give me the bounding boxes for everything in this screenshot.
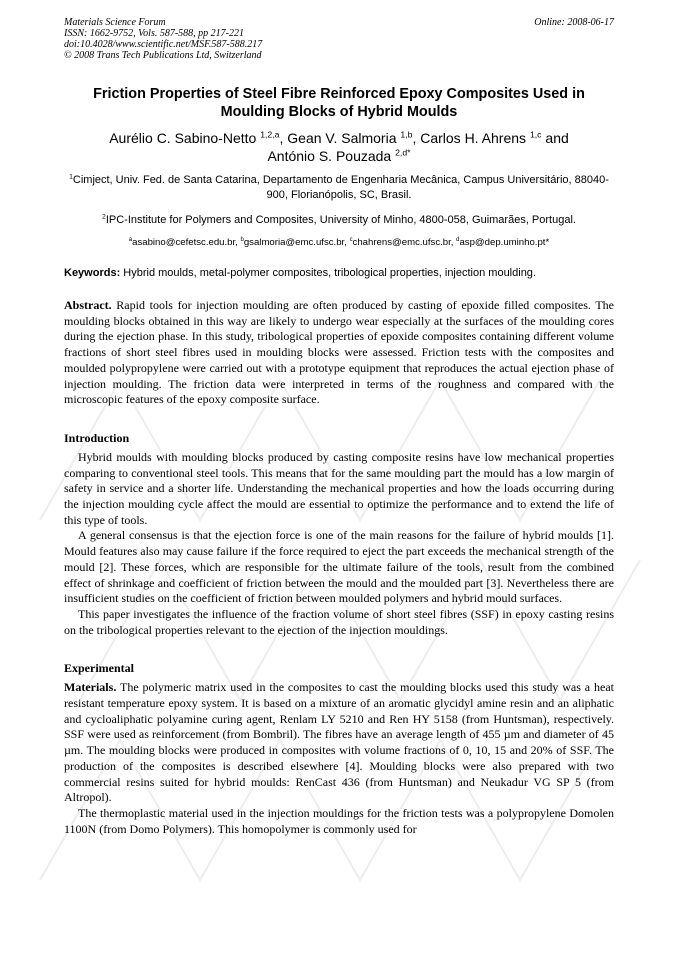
abstract [64,298,614,408]
email-link[interactable]: asp@dep.uminho.pt* [459,237,550,248]
paragraph-materials: Materials. The polymeric matrix used in the composites to cast the moulding blocks used this study was a heat resistant temperature epoxy system. It is based on a mixture of an aromatic glycidyl amine resin and an aliphatic and cycloaliphatic polyamine curing agent, Renlam LY 5210 and Ren HY 5158 (from Huntsman), respectively. SSF were used as reinforcement (from Bombril). The fibres have an average length of 455 µm and diameter of 45 µm. The moulding blocks were produced in composites with volume fractions of 0, 10, 15 and 20% of SSF. The production of the composites is described elsewhere [4]. Moulding blocks were also prepared with two commercial resins suited for hybrid moulds: RenCast 436 (from Huntsman) and Neukadur VG SP 5 (from Altropol). [64,680,614,805]
email-list: $^a$asabino@cefetsc.edu.br, $^b$gsalmoria@emc.ufsc.br, $^c$chahrens@emc.ufsc.br, $^d$asp@dep.uminho.pt* [128,236,550,248]
paragraph: A general consensus is that the ejection force is one of the main reasons for the failure of hybrid moulds [1]. Mould features also may cause failure if the force required to eject the part exceeds the mechanical strength of the mould [2]. These forces, which are responsible for the ultimate failure of the tools, result from the combined effect of shrinkage and coefficient of friction between the mould and the moulded part [3]. Nevertheless there are insufficient studies on the coefficient of friction between moulded polymers and hybrid mould surfaces. [64,528,614,606]
keywords-label: Keywords: [64,267,121,279]
author-list [64,129,614,165]
materials-label: Materials. [64,680,117,695]
journal-name: Materials Science Forum [64,17,166,28]
author: Carlos H. Ahrens $^{1,c}$ and [420,129,569,146]
copyright-line: © 2008 Trans Tech Publications Ltd, Switzerland [64,50,262,61]
affiliation-2: $^2$IPC-Institute for Polymers and Composites, University of Minho, 4800-058, Guimarães, Portugal. [102,213,576,226]
email-link[interactable]: asabino@cefetsc.edu.br, [132,237,241,248]
paper-page [64,17,614,837]
author: Gean V. Salmoria $^{1,b}$, [287,129,421,146]
keywords-text: Hybrid moulds, metal-polymer composites, tribological properties, injection moulding. [120,267,536,279]
abstract-label: Abstract. [64,298,112,312]
section-heading-experimental: Experimental [64,661,134,676]
abstract-text: Rapid tools for injection moulding are often produced by casting of epoxide filled composites. The moulding blocks obtained in this way are likely to undergo wear especially at the surfaces of the moulding cores during the ejection phase. In this study, tribological properties of epoxide composites containing different volume fractions of short steel fibres used in moulding blocks were assessed. Friction tests with the composites and moulded polypropylene were carried out with a prototype equipment that reproduces the actual ejection phase of injection moulding. The friction data were interpreted in terms of the roughness and compared with the microscopic features of the epoxy composite surface. [64,298,614,407]
author: Aurélio C. Sabino-Netto $^{1,2,a}$, [109,129,288,146]
email-link[interactable]: chahrens@emc.ufsc.br, [352,237,457,248]
issn-line: ISSN: 1662-9752, Vols. 587-588, pp 217-221 [64,28,244,39]
section-heading-introduction: Introduction [64,430,130,445]
doi-line: doi:10.4028/www.scientific.net/MSF.587-588.217 [64,39,263,50]
affiliation-1: $^1$Cimject, Univ. Fed. de Santa Catarina, Departamento de Engenharia Mecânica, Campus Universitário, 88040-900, Florianópolis, SC, Brasil. [69,173,609,201]
paper-title: Friction Properties of Steel Fibre Reinforced Epoxy Composites Used in Moulding Blocks of Hybrid Moulds [93,86,585,120]
journal-header [64,17,614,61]
paragraph: The thermoplastic material used in the injection mouldings for the friction tests was a polypropylene Domolen 1100N (from Domo Polymers). This homopolymer is commonly used for [64,805,614,836]
online-date: Online: 2008-06-17 [534,17,614,28]
paragraph: Hybrid moulds with moulding blocks produced by casting composite resins have low mechanical properties comparing to conventional steel tools. This means that for the same moulding part the mould has a low margin of safety in service and a shorter life. Understanding the mechanical properties and how the loads occurring during the injection moulding cycle affect the mould are essential to optimize the performance and to extend the life of this type of tools. [64,449,614,527]
keywords [64,266,614,280]
paragraph: This paper investigates the influence of the fraction volume of short steel fibres (SSF) in epoxy casting resins on the tribological properties relevant to the ejection of the injection mouldings. [64,606,614,637]
author: António S. Pouzada $^{2,d*}$ [267,147,411,164]
email-link[interactable]: gsalmoria@emc.ufsc.br, [243,237,350,248]
